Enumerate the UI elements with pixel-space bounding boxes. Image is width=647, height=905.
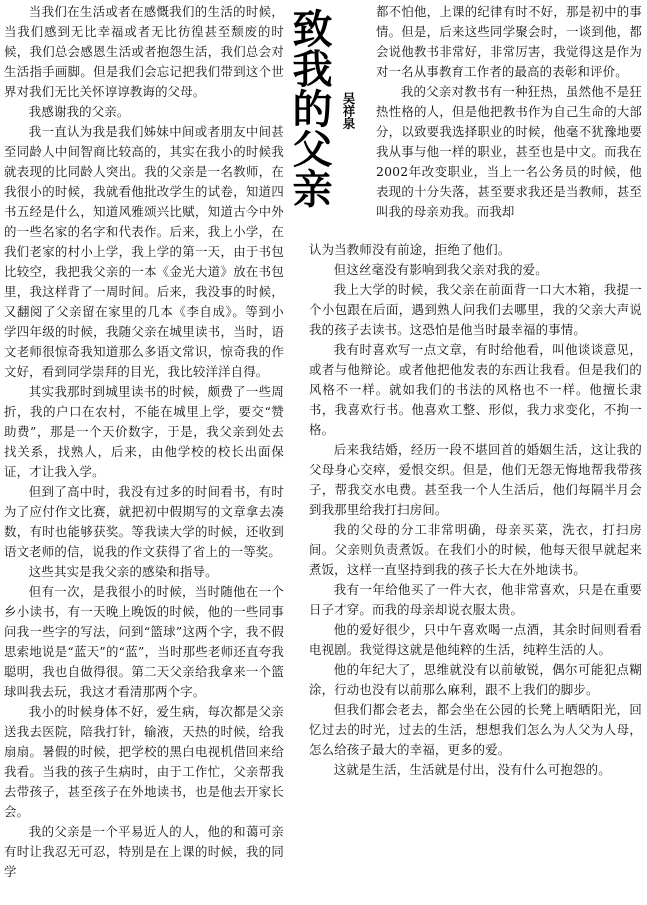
paragraph: 我的父亲是一个平易近人的人，他的和蔼可亲有时让我忍无可忍，特别是在上课的时候，我的同学	[4, 824, 284, 879]
paragraph: 但我们都会老去，都会坐在公园的长凳上晒晒阳光，回忆过去的时光，过去的生活，想想我们怎么为人父为人母，怎么给孩子最大的幸福，更多的爱。	[309, 702, 642, 757]
paragraph: 我感谢我的父亲。	[28, 104, 130, 119]
paragraph: 后来我结婚，经历一段不堪回首的婚姻生活，这让我的父母身心交瘁，爱恨交织。但是，他们无怨无悔地帮我带孩子，帮我交水电费。甚至我一个人生活后，他们每隔半月会到我那里给我打扫房间。	[309, 442, 642, 517]
article-author: 吴祥泉	[341, 92, 356, 130]
paragraph: 这就是生活，生活就是付出，没有什么可抱怨的。	[333, 762, 611, 777]
paragraph: 我上大学的时候，我父亲在前面背一口大木箱，我提一个小包跟在后面，遇到熟人问我们去哪里，我的父亲大声说我的孩子去读书。这恐怕是他当时最幸福的事情。	[309, 282, 642, 337]
paragraph: 当我们在生活或者在感慨我们的生活的时候，当我们感到无比幸福或者无比彷徨甚至颓废的时候，我们总会感恩生活或者抱怨生活，我们总会对生活指手画脚。但是我们会忘记把我们带到这个世界对我们无比关怀谆谆教诲的父母。	[4, 4, 284, 99]
paragraph: 其实我那时到城里读书的时候，颇费了一些周折，我的户口在农村，不能在城里上学，要交“赞助费”，那是一个天价数字，于是，我父亲到处去找关系，找熟人，后来，由他学校的校长出面保证，才让我入学。	[4, 384, 284, 479]
article-title: 致我的父亲	[286, 8, 332, 208]
paragraph: 我有一年给他买了一件大衣，他非常喜欢，只是在重要日子才穿。而我的母亲却说衣服太贵。	[309, 582, 642, 617]
paragraph: 我的父母的分工非常明确，母亲买菜，洗衣，打扫房间。父亲则负责煮饭。在我们小的时候，他每天很早就起来煮饭，这样一直坚持到我的孩子长大在外地读书。	[309, 522, 642, 577]
paragraph: 我的父亲对教书有一种狂热，虽然他不是狂热性格的人，但是他把教书作为自己生命的大部分，以致要我选择职业的时候，他毫不犹豫地要我从事与他一样的职业，甚至也是中文。而我在2002年改变职业，当上一名公务员的时候，他表现的十分失落，甚至要求我还是当教师，甚至叫我的母亲劝我。而我却	[376, 84, 642, 219]
paragraph: 这些其实是我父亲的感染和指导。	[28, 564, 218, 579]
paragraph: 他的爱好很少，只中午喜欢喝一点酒，其余时间则看看电视剧。我觉得这就是他纯粹的生活，纯粹生活的人。	[309, 622, 642, 657]
paragraph: 都不怕他，上课的纪律有时不好，那是初中的事情。但是，后来这些同学聚会时，一谈到他，都会说他教书非常好，非常厉害，我觉得这是作为对一名从事教育工作者的最高的表彰和评价。	[376, 4, 642, 79]
paragraph: 认为当教师没有前途，拒绝了他们。	[309, 242, 511, 257]
article-left-column	[4, 2, 284, 882]
paragraph: 我有时喜欢写一点文章，有时给他看，叫他谈谈意见，或者与他辩论。或者他把他发表的东西让我看。但是我们的风格不一样。就如我们的书法的风格也不一样。他擅长隶书，我喜欢行书。他喜欢工整、形似，我力求变化，不拘一格。	[309, 342, 642, 437]
article-header	[288, 8, 372, 218]
article-right-column	[376, 2, 642, 222]
paragraph: 但到了高中时，我没有过多的时间看书，有时为了应付作文比赛，就把初中假期写的文章拿去凑数，有时也能够获奖。等我读大学的时候，还收到语文老师的信，说我的作文获得了省上的一等奖。	[4, 484, 284, 559]
paragraph: 我小的时候身体不好，爱生病，每次都是父亲送我去医院，陪我打针，输液，天热的时候，给我扇扇。暑假的时候，把学校的黑白电视机借回来给我看。当我的孩子生病时，由于工作忙，父亲帮我去带孩子，甚至孩子在外地读书，也是他去开家长会。	[4, 704, 284, 819]
paragraph: 他的年纪大了，思维就没有以前敏锐，偶尔可能犯点糊涂，行动也没有以前那么麻利，跟不上我们的脚步。	[309, 662, 642, 697]
article-bottom-column	[309, 240, 642, 780]
paragraph: 但有一次，是我很小的时候，当时随他在一个乡小读书，有一天晚上晚饭的时候，他的一些同事问我一些字的写法，问到“篮球”这两个字，我不假思索地说是“蓝天”的“蓝”，当时那些老师还直夸我聪明，我也自做得很。第二天父亲给我拿来一个篮球叫我去玩，我这才看清那两个字。	[4, 584, 284, 699]
paragraph: 但这丝毫没有影响到我父亲对我的爱。	[333, 262, 548, 277]
paragraph: 我一直认为我是我们姊妹中间或者朋友中间甚至同龄人中间智商比较高的，其实在我小的时候我就表现的比同龄人突出。我的父亲是一名教师，在我很小的时候，我就看他批改学生的试卷，知道四书五经是什么，知道风雅颂兴比赋，知道古今中外的一些名家的名字和代表作。后来，我上小学，在我们老家的村小上学，我上学的第一天，由于书包比较空，我把我父亲的一本《金光大道》放在书包里，我这样背了一周时间。后来，我没事的时候，又翻阅了父亲留在家里的几本《李自成》。等到小学四年级的时候，我随父亲在城里读书，当时，语文老师很惊奇我知道那么多语文常识，惊奇我的作文好，看到同学崇拜的目光，我比较洋洋自得。	[4, 124, 284, 379]
